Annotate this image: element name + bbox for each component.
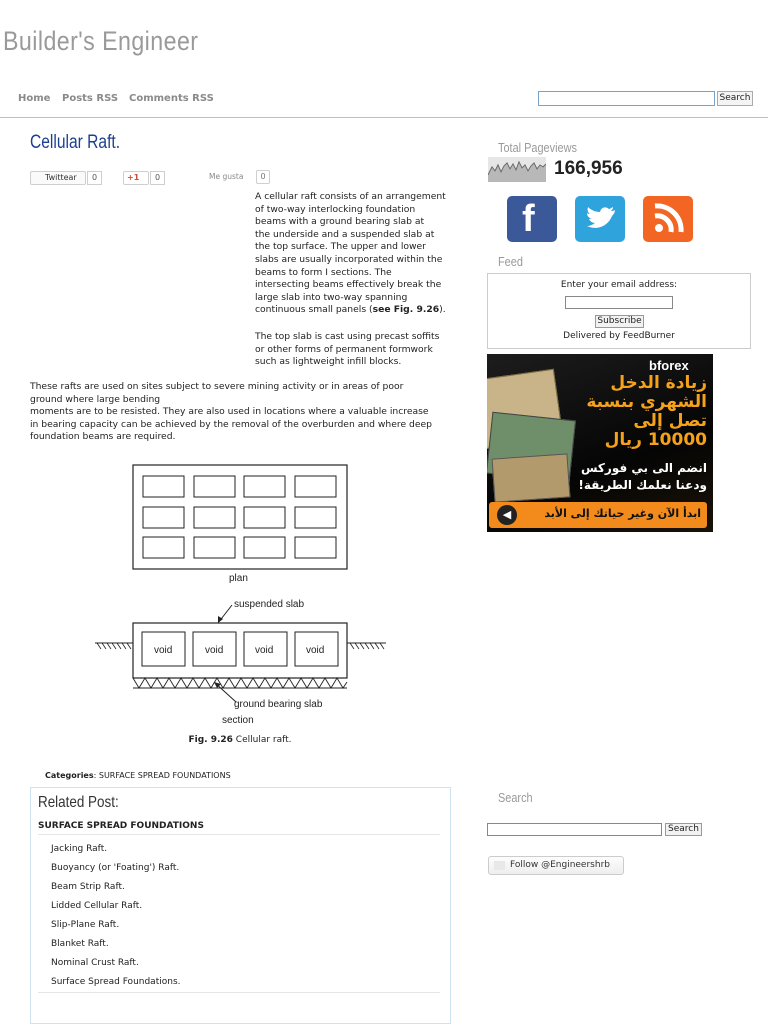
related-post-link[interactable]: Surface Spread Foundations. bbox=[51, 977, 181, 987]
gplus-button[interactable] bbox=[123, 171, 161, 185]
para1-line: the underside and a suspended slab at bbox=[255, 228, 435, 240]
feedburner-credit: Delivered by FeedBurner bbox=[563, 331, 675, 341]
para1-line: of two-way interlocking foundation bbox=[255, 203, 416, 215]
ad-headline-amount: 10000 ريال bbox=[604, 430, 707, 450]
like-label[interactable]: Me gusta bbox=[209, 172, 244, 181]
related-post-link[interactable]: Slip-Plane Raft. bbox=[51, 920, 120, 930]
ad-subline: ودعنا نعلمك الطريقة! bbox=[578, 478, 707, 492]
ground-bearing-slab-label: ground bearing slab bbox=[234, 699, 323, 710]
ad-subline: انضم الى بي فوركس bbox=[580, 461, 707, 475]
para3-line: ground where large bending bbox=[30, 393, 161, 405]
figure-caption-number: Fig. 9.26 bbox=[188, 735, 233, 745]
feed-widget bbox=[487, 273, 751, 349]
para2-line: such as lightweight infill blocks. bbox=[255, 356, 402, 368]
figure-reference: see Fig. 9.26 bbox=[372, 304, 440, 316]
site-title[interactable]: Builder's Engineer bbox=[3, 26, 199, 56]
header-search-input[interactable] bbox=[538, 91, 715, 106]
figure-caption-text: Cellular raft. bbox=[235, 735, 292, 745]
para1-line: A cellular raft consists of an arrangement bbox=[255, 191, 446, 202]
facebook-glyph: f bbox=[522, 198, 535, 240]
twitter-share-button[interactable] bbox=[30, 171, 98, 185]
related-posts-category[interactable]: SURFACE SPREAD FOUNDATIONS bbox=[38, 821, 204, 831]
sidebar-search-input[interactable] bbox=[487, 823, 662, 836]
gplus-count: 0 bbox=[150, 171, 165, 185]
feed-title: Feed bbox=[498, 254, 523, 269]
cellular-raft-diagram bbox=[0, 455, 480, 735]
related-post-link[interactable]: Blanket Raft. bbox=[51, 939, 109, 949]
related-posts-widget bbox=[30, 787, 451, 1024]
para1-line: slabs are usually incorporated within the bbox=[255, 253, 443, 265]
twitter-bird-icon bbox=[575, 196, 625, 242]
banknote-image bbox=[492, 453, 571, 502]
pageviews-count: 166,956 bbox=[554, 158, 623, 179]
related-post-link[interactable]: Jacking Raft. bbox=[51, 844, 108, 854]
ad-cta-label: ابدأ الآن وغير حياتك إلى الأبد bbox=[544, 507, 701, 520]
rss-glyph-icon bbox=[643, 196, 693, 242]
para1-line: the top surface. The upper and lower bbox=[255, 241, 426, 253]
twitter-share-label: Twittear bbox=[45, 173, 77, 182]
para3-line: These rafts are used on sites subject to severe mining activity or in areas of poor bbox=[30, 381, 404, 392]
pageviews-sparkline bbox=[488, 157, 546, 182]
ad-headline: زيادة الدخل bbox=[610, 373, 707, 393]
para1-line: beams with a ground bearing slab at bbox=[255, 216, 425, 228]
post-paragraph-1 bbox=[255, 191, 451, 317]
para3-line: moments are to be resisted. They are also used in locations where a valuable increase bbox=[30, 406, 429, 418]
figure-caption bbox=[0, 735, 480, 745]
related-post-link[interactable]: Buoyancy (or 'Foating') Raft. bbox=[51, 863, 180, 873]
divider bbox=[38, 834, 440, 835]
nav-posts-rss-link[interactable]: Posts RSS bbox=[62, 93, 119, 104]
para1-line: large slab into two-way spanning bbox=[255, 291, 408, 303]
para1-last-line: continuous small panels (see Fig. 9.26). bbox=[255, 304, 446, 316]
pageviews-title: Total Pageviews bbox=[498, 140, 577, 155]
related-posts-title: Related Post: bbox=[38, 794, 119, 811]
arrow-left-icon: ◀ bbox=[497, 505, 517, 525]
nav-home-link[interactable]: Home bbox=[18, 93, 51, 104]
post-title[interactable]: Cellular Raft. bbox=[30, 132, 121, 153]
para2-line: The top slab is cast using precast soffits bbox=[255, 331, 440, 342]
twitter-share-count: 0 bbox=[87, 171, 102, 185]
ad-brand-logo: bforex bbox=[649, 358, 689, 373]
void-label: void bbox=[255, 645, 274, 656]
void-label: void bbox=[205, 645, 224, 656]
para3-line: in bearing capacity can be achieved by the removal of the overburden and where deep bbox=[30, 418, 433, 430]
rss-icon[interactable] bbox=[643, 196, 693, 242]
subscribe-button[interactable]: Subscribe bbox=[595, 315, 644, 328]
feed-email-input[interactable] bbox=[565, 296, 673, 309]
category-link[interactable]: SURFACE SPREAD FOUNDATIONS bbox=[98, 771, 231, 780]
ad-headline: تصل إلى bbox=[633, 411, 707, 431]
post-categories: Categories: SURFACE SPREAD FOUNDATIONS bbox=[45, 771, 231, 780]
para1-line: beams to form I sections. The bbox=[255, 266, 392, 278]
related-post-link[interactable]: Lidded Cellular Raft. bbox=[51, 901, 143, 911]
gplus-label: +1 bbox=[127, 173, 140, 182]
para2-line: or other forms of permanent formwork bbox=[255, 343, 433, 355]
related-post-link[interactable]: Nominal Crust Raft. bbox=[51, 958, 139, 968]
forex-ad-banner[interactable] bbox=[487, 354, 713, 532]
divider bbox=[38, 992, 440, 993]
plan-label: plan bbox=[229, 573, 248, 584]
void-label: void bbox=[306, 645, 325, 656]
related-post-link[interactable]: Beam Strip Raft. bbox=[51, 882, 125, 892]
cellular-raft-figure bbox=[0, 455, 480, 735]
suspended-slab-label: suspended slab bbox=[234, 599, 305, 610]
follow-label: Follow @Engineershrb bbox=[510, 860, 610, 870]
header-divider bbox=[0, 117, 768, 118]
sidebar-search-button[interactable]: Search bbox=[665, 823, 702, 836]
void-label: void bbox=[154, 645, 173, 656]
sidebar-search-title: Search bbox=[498, 790, 533, 805]
header-search-button[interactable]: Search bbox=[717, 91, 753, 106]
ad-headline: الشهري بنسبة bbox=[586, 392, 707, 412]
para1-line: intersecting beams effectively break the bbox=[255, 279, 442, 291]
post-paragraph-3 bbox=[30, 381, 451, 444]
nav-comments-rss-link[interactable]: Comments RSS bbox=[129, 93, 214, 104]
feed-prompt: Enter your email address: bbox=[560, 280, 678, 290]
twitter-icon[interactable] bbox=[575, 196, 625, 242]
follow-twitter-button[interactable] bbox=[488, 856, 624, 875]
twitter-bird-icon bbox=[494, 861, 505, 870]
para3-line: foundation beams are required. bbox=[30, 431, 176, 443]
section-label: section bbox=[222, 715, 254, 726]
facebook-icon[interactable] bbox=[507, 196, 557, 242]
ad-cta-button[interactable] bbox=[489, 502, 707, 528]
categories-label: Categories bbox=[45, 771, 94, 780]
post-paragraph-2 bbox=[255, 331, 451, 369]
like-count: 0 bbox=[256, 170, 270, 184]
